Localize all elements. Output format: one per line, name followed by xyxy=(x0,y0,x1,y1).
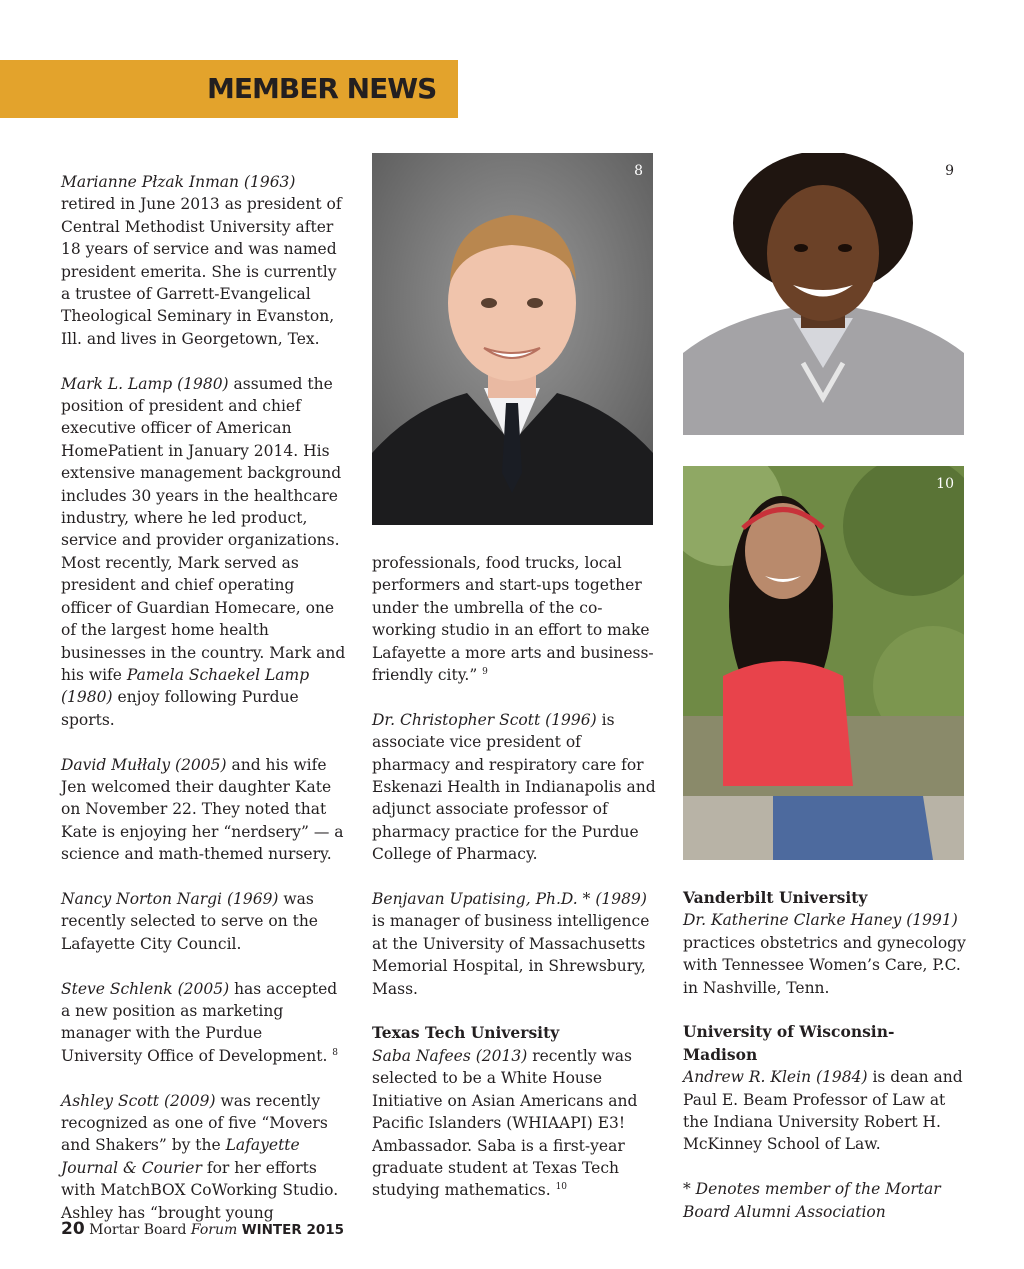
woman-outdoor-image xyxy=(683,466,964,860)
member-name: Ashley Scott (2009) xyxy=(61,1091,216,1110)
member-name: Saba Nafees (2013) xyxy=(372,1046,528,1065)
news-item: Nancy Norton Nargi (1969) was recently selected to serve on the Lafayette City Council. xyxy=(61,889,318,953)
woman-portrait-image xyxy=(683,153,964,435)
column-2 xyxy=(372,552,657,1224)
member-name: Mark L. Lamp (1980) xyxy=(61,374,229,393)
page-number: 20 xyxy=(61,1219,85,1239)
photo-reference: 10 xyxy=(555,1182,568,1193)
member-name: Dr. Katherine Clarke Haney (1991) xyxy=(683,911,958,930)
news-item: Steve Schlenk (2005) has accepted a new position as marketing manager with the Purdue University Office of Development. $^8$ xyxy=(61,979,339,1065)
member-name: Nancy Norton Nargi (1969) xyxy=(61,889,279,908)
magazine-name-italic: Forum xyxy=(190,1222,238,1238)
news-item: Marianne Płzak Inman (1963) retired in June 2013 as president of Central Methodist University after 18 years of service and was named president emerita. She is currently a trustee of Garrett-Evangelical Theological Seminary in Evanston, Ill. and lives in Georgetown, Tex. xyxy=(61,173,342,348)
news-item: Mark L. Lamp (1980) assumed the position of president and chief executive officer of American HomePatient in January 2014. His extensive management background includes 30 years in the healthcare industry, where he led product, service and provider organizations. Most recently, Mark served as president and chief operating officer of Guardian Homecare, one of the largest home health businesses in the country. Mark and his wife Pamela Schaekel Lamp (1980) enjoy following Purdue sports. xyxy=(61,374,346,729)
section-title: MEMBER NEWS xyxy=(207,72,437,105)
section-banner xyxy=(0,60,458,118)
news-item: Benjavan Upatising, Ph.D. * (1989) is manager of business intelligence at the University of Massachusetts Memorial Hospital, in Shrewsbury, Mass. xyxy=(372,890,650,998)
photo-reference: 8 xyxy=(332,1047,339,1058)
university-heading: University of Wisconsin-Madison xyxy=(683,1022,895,1064)
news-item: David Mułłaly (2005) and his wife Jen welcomed their daughter Kate on November 22. They noted that Kate is enjoying her “nerdsery” — a science and math-themed nursery. xyxy=(61,755,344,864)
photo-reference: 9 xyxy=(482,666,488,677)
photo-number: 10 xyxy=(936,476,954,492)
edition-label: WINTER 2015 xyxy=(241,1222,345,1238)
member-name: Steve Schlenk (2005) xyxy=(61,979,230,998)
spouse-name: Pamela Schaekel Lamp (1980) xyxy=(61,665,310,707)
news-item: Vanderbilt University Dr. Katherine Clarke Haney (1991) practices obstetrics and gynecology with Tennessee Women’s Care, P.C. in Nashville, Tenn. xyxy=(683,887,968,999)
column-1 xyxy=(61,171,346,1246)
member-name: Benjavan Upatising, Ph.D. * (1989) xyxy=(372,890,647,909)
photo-number: 9 xyxy=(945,163,954,179)
news-item: professionals, food trucks, local performers and start-ups together under the umbrella of the co-working studio in an effort to make Lafayette a more arts and business-friendly city.” $^9$ xyxy=(372,554,654,685)
news-item: Ashley Scott (2009) was recently recognized as one of five “Movers and Shakers” by the Lafayette Journal & Courier for her efforts with MatchBOX CoWorking Studio. Ashley has “brought young xyxy=(61,1091,339,1222)
column-3 xyxy=(683,887,968,1245)
member-name: Dr. Christopher Scott (1996) xyxy=(372,710,597,729)
magazine-name: Mortar Board xyxy=(89,1222,191,1238)
news-item: Dr. Christopher Scott (1996) is associate vice president of pharmacy and respiratory care for Eskenazi Health in Indianapolis and adjunct associate professor of pharmacy practice for the Purdue College of Pharmacy. xyxy=(372,710,656,864)
photo-number: 8 xyxy=(634,163,643,179)
university-heading: Texas Tech University xyxy=(372,1023,560,1043)
news-item: University of Wisconsin-Madison Andrew R. Klein (1984) is dean and Paul E. Beam Professor of Law at the Indiana University Robert H. McKinney School of Law. xyxy=(683,1021,968,1155)
photo-9 xyxy=(683,153,964,435)
photo-8 xyxy=(372,153,653,525)
footnote: * Denotes member of the Mortar Board Alumni Association xyxy=(683,1180,941,1221)
page-footer xyxy=(61,1219,344,1239)
photo-10 xyxy=(683,466,964,860)
member-name: Andrew R. Klein (1984) xyxy=(683,1068,868,1087)
member-name: Marianne Płzak Inman (1963) xyxy=(61,173,296,191)
news-item: Texas Tech University Saba Nafees (2013) recently was selected to be a White House Initiative on Asian Americans and Pacific Islanders (WHIAAPI) E3! Ambassador. Saba is a first-year graduate student at Texas Tech studying mathematics. $^{10}$ xyxy=(372,1022,657,1201)
man-portrait-image xyxy=(372,153,653,525)
university-heading: Vanderbilt University xyxy=(683,888,868,907)
member-name: David Mułłaly (2005) xyxy=(61,755,227,774)
publication-name: Lafayette Journal & Courier xyxy=(61,1136,300,1177)
